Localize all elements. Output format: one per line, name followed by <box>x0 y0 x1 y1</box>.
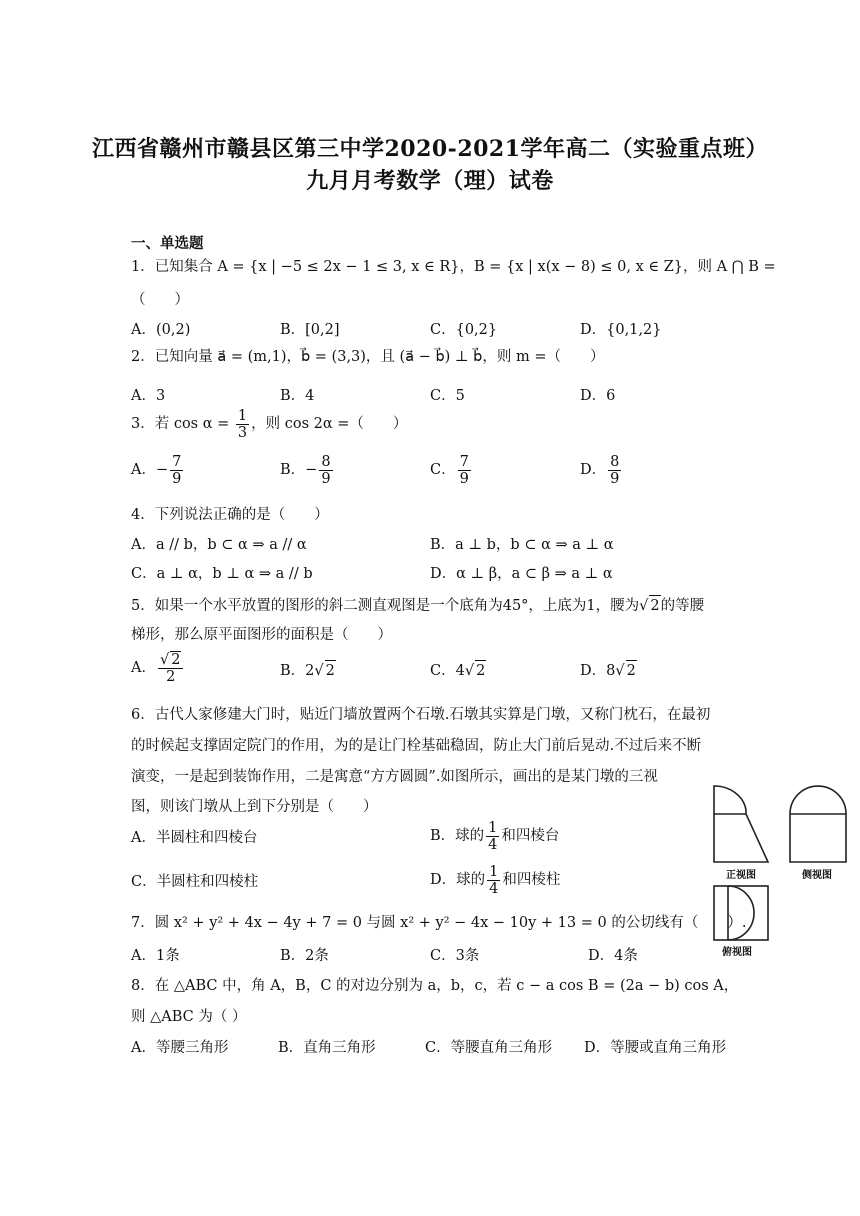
q6-line3: 演变，一是起到装饰作用，二是寓意“方方圆圆”.如图所示，画出的是某门墩的三视 <box>131 769 658 785</box>
q3-option-d-numerator: 8 <box>610 453 620 470</box>
q1-option-a: A．(0,2) <box>131 322 191 338</box>
q3-stem-pre: 3．若 cos α = <box>131 416 234 432</box>
q5-option-c-prefix: C．4 <box>430 663 465 679</box>
q3-option-d-denominator: 9 <box>610 470 620 487</box>
q6-line2: 的时候起支撑固定院门的作用，为的是让门栓基础稳固，防止大门前后晃动.不过后来不断 <box>131 738 702 754</box>
q8-line2: 则 △ABC 为（ ） <box>131 1009 247 1025</box>
q4-option-c: C．a ⊥ α，b ⊥ α ⇒ a // b <box>131 566 313 582</box>
q5-option-a-prefix: A． <box>131 660 156 676</box>
q3-option-b <box>280 452 335 488</box>
q7-option-a: A．1条 <box>131 948 180 964</box>
q3-stem-post: ，则 cos 2α =（ ） <box>251 416 408 432</box>
three-view-figure <box>706 780 856 960</box>
q5-option-d-prefix: D．8 <box>580 663 616 679</box>
q3-stem <box>131 406 407 442</box>
front-view <box>714 786 768 862</box>
q7-option-c: C．3条 <box>430 948 480 964</box>
q7-option-d: D．4条 <box>588 948 638 964</box>
doc-title-line2: 九月月考数学（理）试卷 <box>306 168 554 194</box>
q6-option-d-fraction <box>487 864 500 897</box>
q3-option-d <box>580 452 623 488</box>
q2-option-b: B．4 <box>280 388 315 404</box>
q6-line4: 图，则该门墩从上到下分别是（ ） <box>131 799 378 815</box>
q8-option-a: A．等腰三角形 <box>131 1040 229 1056</box>
q6-option-c: C．半圆柱和四棱柱 <box>131 874 259 890</box>
q2-stem: 2．已知向量 a⃗ = (m,1)，b⃗ = (3,3)，且 (a⃗ − b⃗) ⊥ b⃗，则 m =（ ） <box>131 349 605 365</box>
q3-option-c-numerator: 7 <box>459 453 469 470</box>
q3-option-a <box>131 452 185 488</box>
q2-option-a: A．3 <box>131 388 166 404</box>
q3-option-a-fraction <box>170 454 183 487</box>
q4-option-a: A．a // b，b ⊂ α ⇒ a // α <box>131 537 307 553</box>
q5-option-c-radicand: 2 <box>475 660 486 681</box>
q6-option-d-suffix: 和四棱柱 <box>502 872 561 888</box>
q8-line1: 8．在 △ABC 中，角 A，B，C 的对边分别为 a，b，c，若 c − a cos B = (2a − b) cos A， <box>131 978 739 994</box>
q5-option-c: C．4√ 2 <box>430 660 486 681</box>
side-view <box>790 786 846 862</box>
q7-stem: 7．圆 x² + y² + 4x − 4y + 7 = 0 与圆 x² + y² − 4x − 10y + 13 = 0 的公切线有（ ）. <box>131 915 747 931</box>
q4-stem: 4．下列说法正确的是（ ） <box>131 507 329 523</box>
q6-option-b-suffix: 和四棱台 <box>501 828 560 844</box>
q2-option-c: C．5 <box>430 388 465 404</box>
q5-line2: 梯形，那么原平面图形的面积是（ ） <box>131 627 392 643</box>
q6-option-b-numerator: 1 <box>488 819 498 836</box>
q2-option-d: D．6 <box>580 388 616 404</box>
doc-title-line1: 江西省赣州市赣县区第三中学2020-2021学年高二（实验重点班） <box>91 136 769 162</box>
q1-paren: （ ） <box>131 292 189 308</box>
q3-option-b-prefix: B．− <box>280 462 318 478</box>
q3-option-a-prefix: A．− <box>131 462 169 478</box>
q5-option-b-prefix: B．2 <box>280 663 315 679</box>
q6-option-b-denominator: 4 <box>488 836 498 853</box>
q5-option-b: B．2√ 2 <box>280 660 336 681</box>
q3-option-c <box>430 452 473 488</box>
q1-option-b: B．[0,2] <box>280 322 340 338</box>
q3-option-c-prefix: C． <box>430 462 456 478</box>
q7-option-b: B．2条 <box>280 948 329 964</box>
q5-radicand: 2 <box>649 595 660 616</box>
q3-option-a-numerator: 7 <box>172 453 182 470</box>
q5-option-a-denominator: 2 <box>166 669 176 685</box>
q3-option-d-prefix: D． <box>580 462 607 478</box>
section-heading: 一、单选题 <box>131 235 204 252</box>
q3-fraction <box>236 408 249 441</box>
q3-fraction-numerator: 1 <box>237 407 248 424</box>
q6-option-d-numerator: 1 <box>489 863 499 880</box>
q4-option-b: B．a ⊥ b，b ⊂ α ⇒ a ⊥ α <box>430 537 614 553</box>
q6-option-b <box>430 818 559 854</box>
q6-line1: 6．古代人家修建大门时，贴近门墙放置两个石墩.石墩其实算是门墩，又称门枕石，在最初 <box>131 707 711 723</box>
q5-line1-post: 的等腰 <box>660 598 705 614</box>
side-view-label: 侧视图 <box>802 870 832 881</box>
q8-option-b: B．直角三角形 <box>278 1040 376 1056</box>
q3-option-a-denominator: 9 <box>172 470 182 487</box>
q6-option-d-denominator: 4 <box>489 880 499 897</box>
q5-option-d-radicand: 2 <box>626 660 637 681</box>
q6-option-b-prefix: B．球的 <box>430 828 485 844</box>
q6-option-a: A．半圆柱和四棱台 <box>131 830 258 846</box>
q1-option-d: D．{0,1,2} <box>580 322 662 338</box>
q5-option-d: D．8√ 2 <box>580 660 637 681</box>
q5-option-b-radicand: 2 <box>325 660 336 681</box>
q1-stem: 1．已知集合 A = {x | −5 ≤ 2x − 1 ≤ 3, x ∈ R}，B = {x | x(x − 8) ≤ 0, x ∈ Z}，则 A ⋂ B = <box>131 259 776 275</box>
q3-option-c-fraction <box>458 454 471 487</box>
q5-option-a-numerator: √ 2 <box>158 651 183 669</box>
q5-line1: 5．如果一个水平放置的图形的斜二测直观图是一个底角为45°，上底为1，腰为√ 2的等腰 <box>131 595 704 616</box>
q3-option-d-fraction <box>608 454 621 487</box>
q3-fraction-denominator: 3 <box>237 424 248 441</box>
q6-option-d-prefix: D．球的 <box>430 872 486 888</box>
q5-option-a-fraction <box>158 651 183 685</box>
q5-option-a <box>131 648 185 688</box>
q5-line1-pre: 5．如果一个水平放置的图形的斜二测直观图是一个底角为45°，上底为1，腰为 <box>131 598 640 614</box>
q3-option-b-fraction <box>319 454 332 487</box>
q6-option-b-fraction <box>486 820 499 853</box>
q3-option-b-numerator: 8 <box>321 453 331 470</box>
top-view-label: 俯视图 <box>722 947 752 958</box>
q3-option-c-denominator: 9 <box>459 470 469 487</box>
q3-option-b-denominator: 9 <box>321 470 331 487</box>
q4-option-d: D．α ⊥ β，a ⊂ β ⇒ a ⊥ α <box>430 566 613 582</box>
q1-option-c: C．{0,2} <box>430 322 498 338</box>
q6-option-d <box>430 862 560 898</box>
front-view-label: 正视图 <box>726 870 756 881</box>
q8-option-c: C．等腰直角三角形 <box>425 1040 553 1056</box>
q8-option-d: D．等腰或直角三角形 <box>584 1040 727 1056</box>
q5-option-a-radicand: 2 <box>171 652 181 668</box>
